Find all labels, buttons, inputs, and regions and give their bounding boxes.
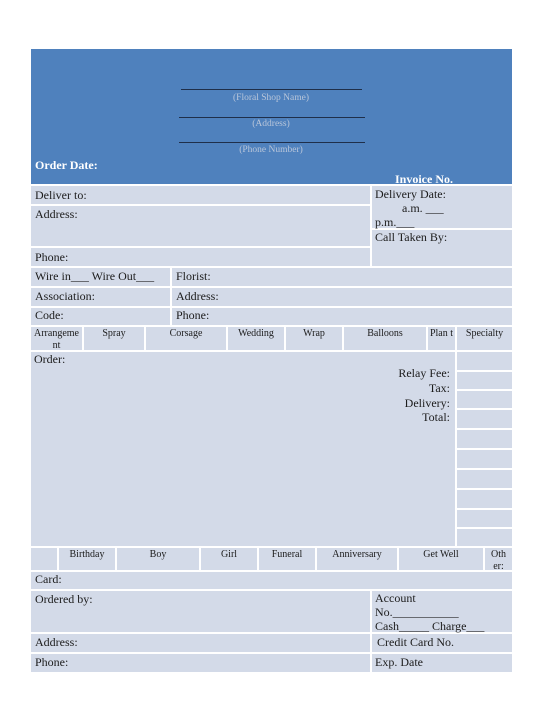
shop-name-placeholder[interactable]: (Floral Shop Name) [233,93,309,103]
delivery-amount[interactable] [457,410,512,428]
address-line [179,117,365,118]
amount-cell[interactable] [457,529,512,546]
credit-card-label: Credit Card No. [377,635,454,649]
order-area[interactable] [31,352,455,546]
category-balloons-label: Balloons [367,328,403,339]
occasion-other-label: Oth er: [491,549,506,572]
amount-cell[interactable] [457,490,512,508]
florist-phone-label: Phone: [176,308,210,322]
deliver-to-field[interactable] [31,186,370,204]
category-wrap-label: Wrap [303,328,325,339]
category-spray-label: Spray [102,328,126,339]
billing-phone-field[interactable] [31,654,370,672]
exp-date-field[interactable] [372,654,512,672]
occasion-funeral-label: Funeral [271,549,303,560]
ordered-by-label: Ordered by: [35,592,93,606]
credit-card-field[interactable] [372,634,512,652]
association-label: Association: [35,289,95,303]
category-spray[interactable] [84,327,144,350]
occasion-blank-cell[interactable] [31,548,57,570]
billing-address-label: Address: [35,635,78,649]
occasion-other[interactable] [485,548,512,570]
category-corsage-label: Corsage [169,328,203,339]
shop-phone-placeholder[interactable]: (Phone Number) [239,145,303,155]
delivery-phone-label: Phone: [35,250,69,264]
occasion-anniversary-label: Anniversary [332,549,382,560]
occasion-get-well-label: Get Well [423,549,459,560]
account-field[interactable] [372,591,512,632]
category-plant[interactable] [428,327,455,350]
pm-label: p.m.___ [375,215,415,229]
category-corsage[interactable] [146,327,226,350]
account-label: Account [375,591,416,605]
exp-date-label: Exp. Date [375,655,423,669]
card-field[interactable] [31,572,512,589]
relay-fee-amount[interactable] [457,372,512,389]
delivery-address-field[interactable] [31,206,370,246]
delivery-phone-field[interactable] [31,248,370,266]
association-field[interactable] [31,288,170,306]
invoice-label: Invoice No. [395,172,453,186]
florist-label: Florist: [176,269,211,283]
cash-charge-label: Cash_____ Charge___ [375,619,485,633]
wire-label: Wire in___ Wire Out___ [35,269,155,283]
occasion-birthday[interactable] [59,548,115,570]
delivery-date-label: Delivery Date: [375,187,446,201]
account-no-label: No.___________ [375,605,459,619]
category-wedding-label: Wedding [238,328,274,339]
occasion-anniversary[interactable] [317,548,397,570]
relay-fee-label: Relay Fee: [398,366,450,380]
shop-address-placeholder[interactable]: (Address) [252,119,290,129]
category-arrangement[interactable] [31,327,82,350]
category-balloons[interactable] [344,327,426,350]
order-label: Order: [34,352,66,366]
card-label: Card: [35,572,62,586]
ordered-by-field[interactable] [31,591,370,632]
tax-amount[interactable] [457,391,512,408]
shop-header [31,49,512,184]
category-specialty[interactable] [457,327,512,350]
delivery-fee-label: Delivery: [404,396,450,410]
code-label: Code: [35,308,64,322]
total-label: Total: [422,410,450,424]
occasion-get-well[interactable] [399,548,483,570]
delivery-date-field[interactable] [372,186,512,228]
tax-label: Tax: [428,381,450,395]
billing-phone-label: Phone: [35,655,69,669]
category-wrap[interactable] [286,327,342,350]
phone-line [179,142,365,143]
billing-address-field[interactable] [31,634,370,652]
category-plant-label: Plan t [429,328,454,339]
call-taken-label: Call Taken By: [375,230,448,244]
amount-cell[interactable] [457,352,512,370]
amount-cell[interactable] [457,470,512,488]
call-taken-field[interactable] [372,230,512,266]
wire-field[interactable] [31,268,170,286]
shop-name-line [181,89,362,90]
total-amount[interactable] [457,430,512,448]
delivery-address-label: Address: [35,207,78,221]
occasion-boy-label: Boy [149,549,167,560]
category-specialty-label: Specialty [465,328,504,339]
occasion-girl-label: Girl [220,549,238,560]
amount-cell[interactable] [457,450,512,468]
code-field[interactable] [31,308,170,325]
deliver-to-label: Deliver to: [35,188,87,202]
occasion-boy[interactable] [117,548,199,570]
category-arrangement-label: Arrangeme nt [34,328,79,351]
am-label: a.m. ___ [402,201,444,215]
florist-address-label: Address: [176,289,219,303]
florist-field[interactable] [172,268,512,286]
order-date-label: Order Date: [35,158,98,172]
occasion-girl[interactable] [201,548,257,570]
category-wedding[interactable] [228,327,284,350]
occasion-birthday-label: Birthday [69,549,105,560]
florist-address-field[interactable] [172,288,512,306]
florist-phone-field[interactable] [172,308,512,325]
amount-cell[interactable] [457,510,512,527]
occasion-funeral[interactable] [259,548,315,570]
